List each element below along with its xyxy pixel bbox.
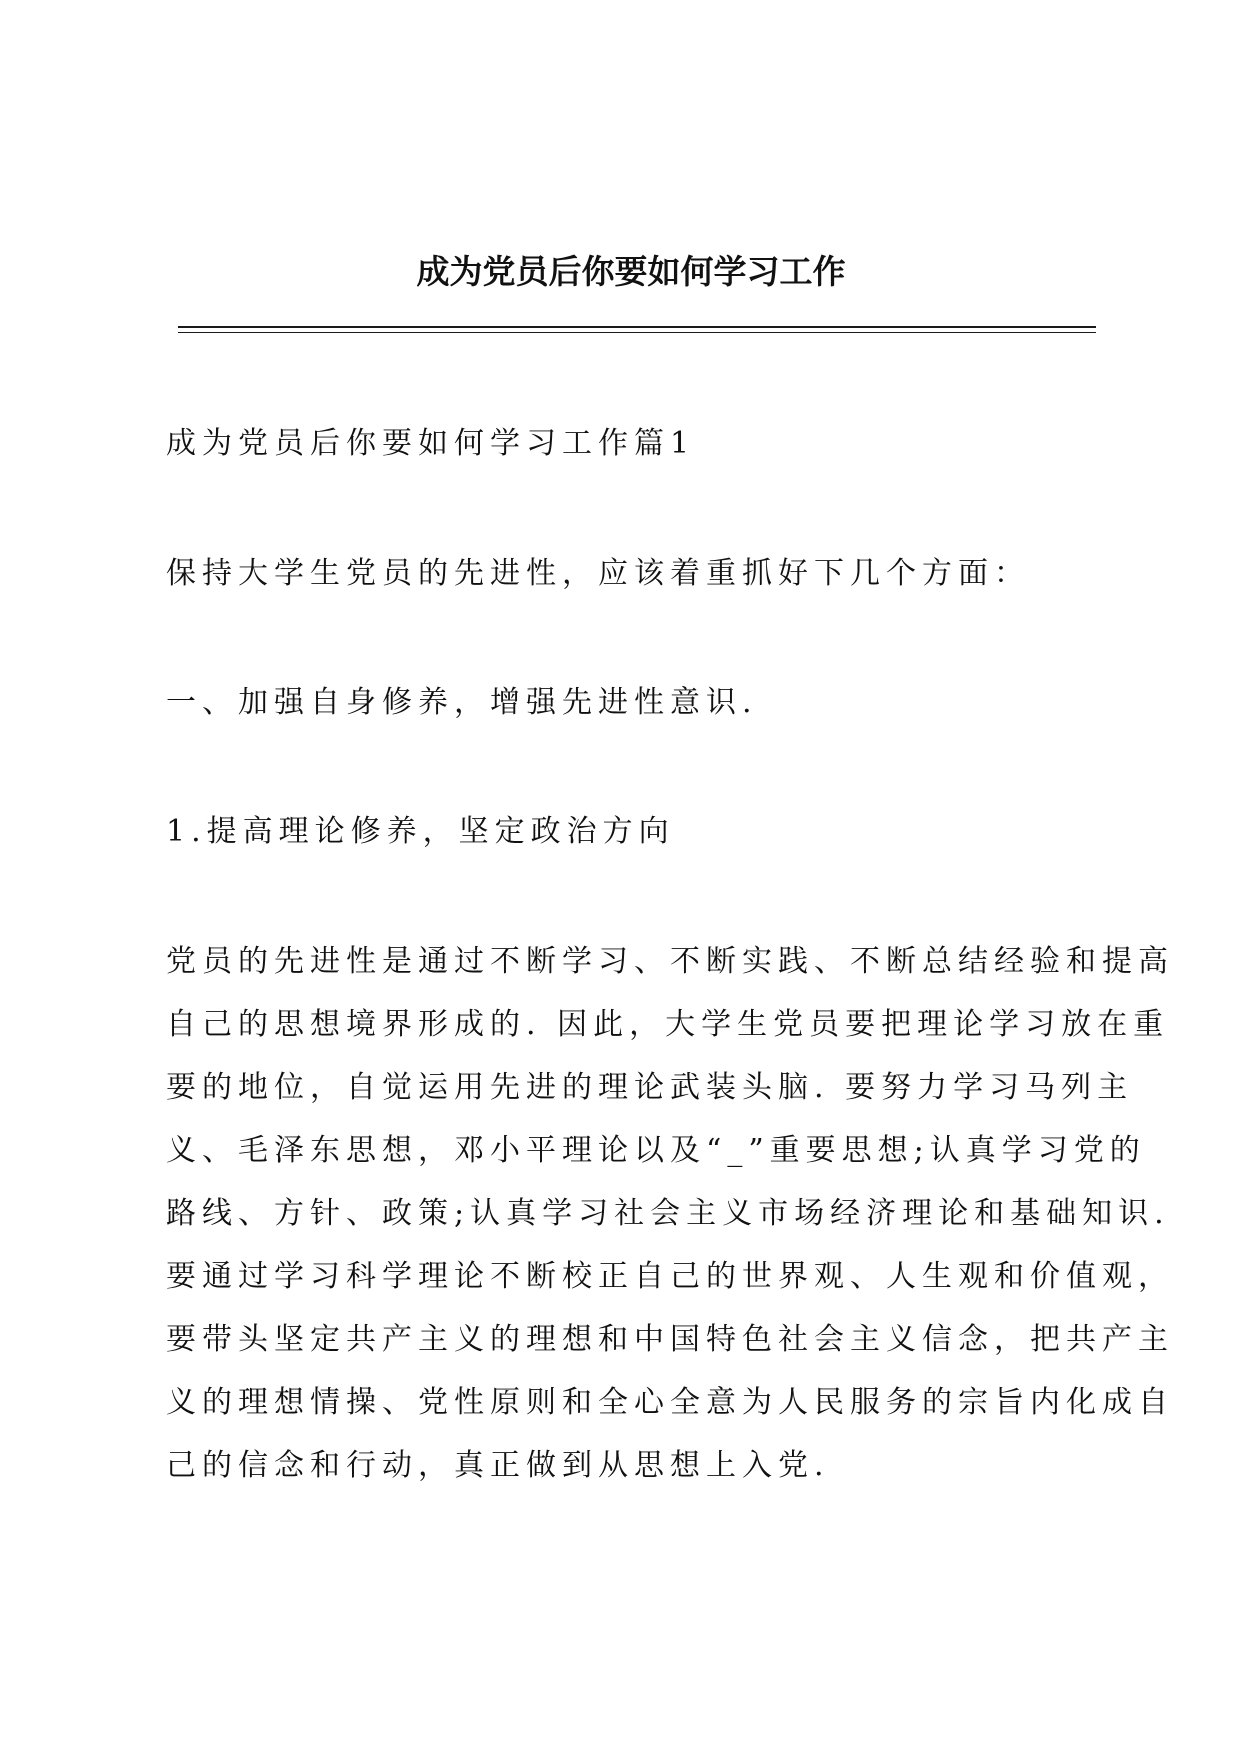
section-heading: 成为党员后你要如何学习工作篇1 — [166, 426, 696, 461]
body-line: 要通过学习科学理论不断校正自己的世界观、人生观和价值观， — [166, 1259, 1174, 1294]
body-line: 义的理想情操、党性原则和全心全意为人民服务的宗旨内化成自 — [166, 1385, 1174, 1420]
body-line: 要的地位，自觉运用先进的理论武装头脑. 要努力学习马列主 — [166, 1070, 1134, 1105]
body-line: 己的信念和行动，真正做到从思想上入党. — [166, 1448, 830, 1483]
intro-paragraph: 保持大学生党员的先进性，应该着重抓好下几个方面： — [166, 556, 1030, 591]
body-line: 自己的思想境界形成的. 因此，大学生党员要把理论学习放在重 — [166, 1007, 1170, 1042]
sub-point-one-heading: 1.提高理论修养，坚定政治方向 — [166, 814, 675, 849]
body-line: 党员的先进性是通过不断学习、不断实践、不断总结经验和提高 — [166, 944, 1174, 979]
body-line: 义、毛泽东思想，邓小平理论以及“_”重要思想;认真学习党的 — [166, 1133, 1146, 1168]
title-divider-thin — [178, 332, 1096, 333]
page-title: 成为党员后你要如何学习工作 — [416, 252, 846, 291]
body-line: 要带头坚定共产主义的理想和中国特色社会主义信念，把共产主 — [166, 1322, 1174, 1357]
point-one-heading: 一、加强自身修养，增强先进性意识. — [166, 685, 758, 720]
title-divider-thick — [178, 326, 1096, 328]
body-line: 路线、方针、政策;认真学习社会主义市场经济理论和基础知识. — [166, 1196, 1170, 1231]
body-paragraph — [166, 930, 1174, 1497]
